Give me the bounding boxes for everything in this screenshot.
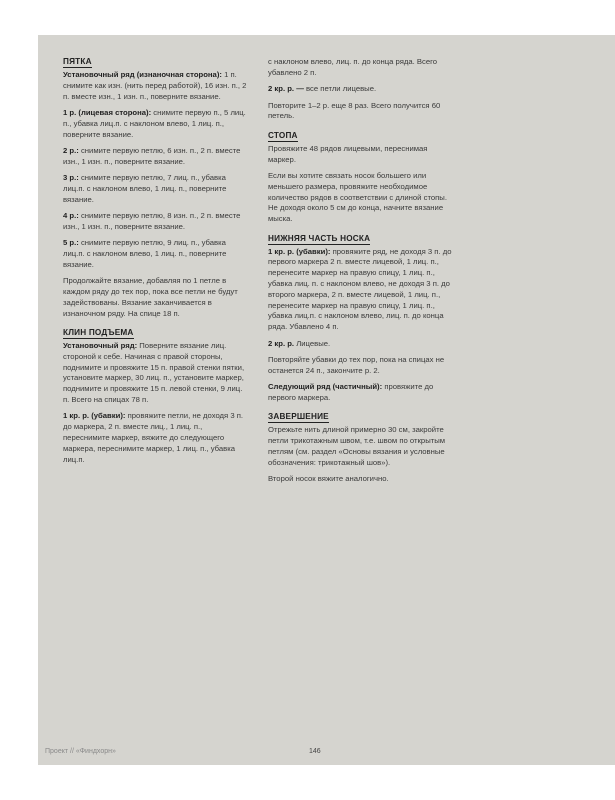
foot-text-2: Если вы хотите связать носок большего или меньшего размера, провяжите необходимое количество рядов в соответствии с длиной стопы. Не доходя около 5 см до конца, начните вязание мыска.	[268, 170, 447, 224]
foot-text-1: Провяжите 48 рядов лицевыми, переснимая маркер.	[268, 143, 428, 164]
foot-heading: СТОПА	[268, 130, 298, 140]
heel-row-1: 1 р. (лицевая сторона): снимите первую п., 5 лиц. п., убавка лиц.п. с наклоном влево, 1 лиц. п., поверните вязание.	[63, 107, 246, 139]
footer-project: Проект // «Финдхорн»	[45, 748, 116, 755]
toe-row-1: 1 кр. р. (убавки): провяжите ряд, не доходя 3 п. до первого маркера 2 п. вместе лицевой, 1 лиц. п., перенесите маркер на правую спицу, 1 лиц. п., убавка лиц. п. с наклоном влево, не доходя 3 п. до второго маркера, 2 п. вместе лицевой, 1 лиц. п., перенесите маркер на правую спицу, 1 лиц. п., убавка лиц.п. с наклоном влево, лиц. п. до конца ряда. Убавлено 4 п.	[268, 246, 452, 332]
toe-repeat: Повторяйте убавки до тех пор, пока на спицах не останется 24 п., закончите р. 2.	[268, 354, 445, 375]
watermark: PassionForum.ru	[526, 784, 605, 794]
finish-heading: ЗАВЕРШЕНИЕ	[268, 412, 329, 422]
right-column	[268, 57, 452, 490]
heel-row-5: 5 р.: снимите первую петлю, 9 лиц. п., убавка лиц.п. с наклоном влево, 1 лиц. п., поверните вязание.	[63, 238, 227, 269]
heel-row-4: 4 р.: снимите первую петлю, 8 изн. п., 2 п. вместе изн., 1 изн. п., поверните вязание.	[63, 211, 241, 231]
gusset-continued: с наклоном влево, лиц. п. до конца ряда. Всего убавлено 2 п.	[268, 57, 438, 77]
heel-setup-row: Установочный ряд (изнаночная сторона): 1 п. снимите как изн. (нить перед работой), 16 изн. п., 2 п. вместе изн., 1 изн. п., поверните вязание.	[63, 70, 247, 101]
heel-heading: ПЯТКА	[63, 57, 92, 66]
left-column	[63, 57, 247, 471]
finish-text: Отрежьте нить длиной примерно 30 см, закройте петли трикотажным швом, т.е. швом по открытым петлям (см. раздел «Основы вязания и условные обозначения: трикотажный шов»).	[268, 425, 446, 467]
heel-row-2: 2 р.: снимите первую петлю, 6 изн. п., 2 п. вместе изн., 1 изн. п., поверните вязание.	[63, 145, 241, 166]
toe-row-2: 2 кр. р. Лицевые.	[268, 338, 331, 348]
gusset-row-2: 2 кр. р. — все петли лицевые.	[268, 84, 377, 94]
gusset-setup-row: Установочный ряд: Поверните вязание лиц. стороной к себе. Начиная с правой стороны, поднимите и провяжите 15 п. правой стенки пятки, установите маркер, 30 лиц. п., установите маркер, поднимите и провяжите 15 п. левой стенки, 9 лиц. п. Всего на спицах 78 п.	[63, 341, 245, 405]
heel-row-3: 3 р.: снимите первую петлю, 7 лиц. п., убавка лиц.п. с наклоном влево, 1 лиц. п., поверните вязание.	[63, 173, 227, 204]
gusset-heading: КЛИН ПОДЪЕМА	[63, 328, 134, 338]
toe-heading: НИЖНЯЯ ЧАСТЬ НОСКА	[268, 233, 371, 243]
second-sock-note: Второй носок вяжите аналогично.	[268, 474, 389, 484]
gusset-repeat: Повторите 1–2 р. еще 8 раз. Всего получится 60 петель.	[268, 100, 441, 121]
partial-row: Следующий ряд (частичный): провяжите до первого маркера.	[268, 382, 434, 402]
heel-continue: Продолжайте вязание, добавляя по 1 петле в каждом ряду до тех пор, пока все петли не будут задействованы. Вязание заканчивается в изнаночном ряду. На спице 18 п.	[63, 276, 238, 318]
page-number: 146	[309, 748, 321, 755]
gusset-row-1: 1 кр. р. (убавки): провяжите петли, не доходя 3 п. до маркера, 2 п. вместе лиц., 1 лиц. п., переснимите маркер, вяжите до следующего маркера, переснимите маркер, 1 лиц. п., убавка лиц.п.	[63, 411, 244, 464]
